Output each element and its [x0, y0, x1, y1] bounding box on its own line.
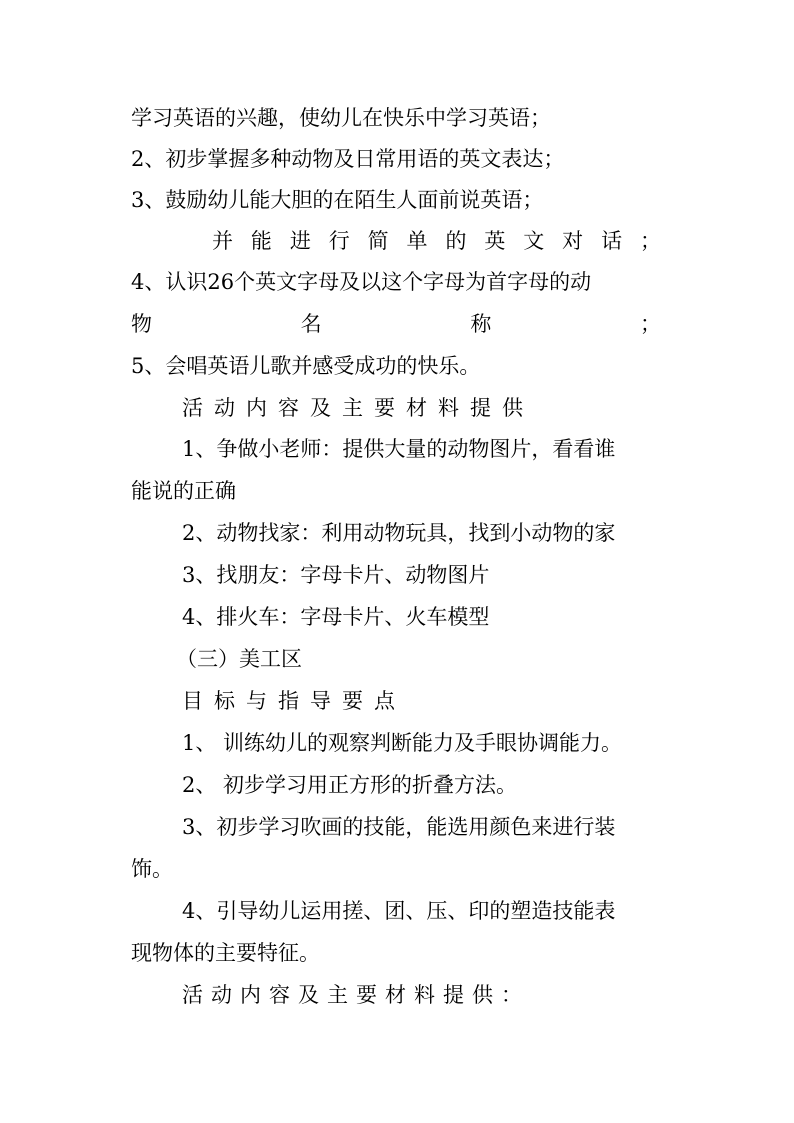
- text-line: 1、 训练幼儿的观察判断能力及手眼协调能力。: [182, 731, 623, 755]
- text-char: 英: [484, 229, 506, 253]
- section-heading: 目标与指导要点: [182, 689, 406, 713]
- text-line: 现物体的主要特征。: [131, 941, 320, 965]
- text-line: 4、排火车：字母卡片、火车模型: [182, 605, 490, 629]
- text-char: 能: [250, 229, 272, 253]
- text-line: 饰。: [131, 857, 173, 881]
- text-char: 话: [601, 229, 623, 253]
- text-line: 2、动物找家：利用动物玩具，找到小动物的家: [182, 521, 616, 545]
- text-line: 4、引导幼儿运用搓、团、压、印的塑造技能表: [182, 899, 616, 923]
- text-line: 4、认识26个英文字母及以这个字母为首字母的动: [131, 270, 592, 294]
- text-line: 能说的正确: [131, 479, 236, 503]
- text-char: 简: [367, 229, 389, 253]
- text-char: 物: [131, 312, 152, 336]
- text-char: 称: [470, 312, 492, 336]
- text-char: 并: [212, 229, 233, 253]
- text-line-justified: [212, 227, 661, 255]
- text-line: 3、找朋友：字母卡片、动物图片: [182, 563, 490, 587]
- text-line: 2、初步掌握多种动物及日常用语的英文表达；: [131, 147, 565, 171]
- text-char: ；: [639, 229, 661, 253]
- text-char: 对: [562, 229, 584, 253]
- text-line: 5、会唱英语儿歌并感受成功的快乐。: [131, 354, 481, 378]
- text-char: 行: [328, 229, 350, 253]
- text-line: 学习英语的兴趣，使幼儿在快乐中学习英语；: [131, 106, 551, 130]
- text-char: 名: [300, 312, 322, 336]
- section-heading: 活动内容及主要材料提供: [182, 396, 534, 420]
- text-char: 文: [523, 229, 545, 253]
- text-line: 2、 初步学习用正方形的折叠方法。: [182, 773, 518, 797]
- section-heading: 活动内容及主要材料提供：: [182, 983, 530, 1007]
- text-line: 1、争做小老师：提供大量的动物图片，看看谁: [182, 437, 616, 461]
- text-char: ；: [639, 312, 661, 336]
- text-char: 单: [406, 229, 428, 253]
- text-line: 3、鼓励幼儿能大胆的在陌生人面前说英语；: [131, 188, 544, 212]
- text-line: 3、初步学习吹画的技能，能选用颜色来进行装: [182, 815, 616, 839]
- text-char: 的: [445, 229, 467, 253]
- text-char: 进: [289, 229, 311, 253]
- section-heading: （三）美工区: [176, 647, 302, 671]
- text-line-justified: [131, 310, 661, 338]
